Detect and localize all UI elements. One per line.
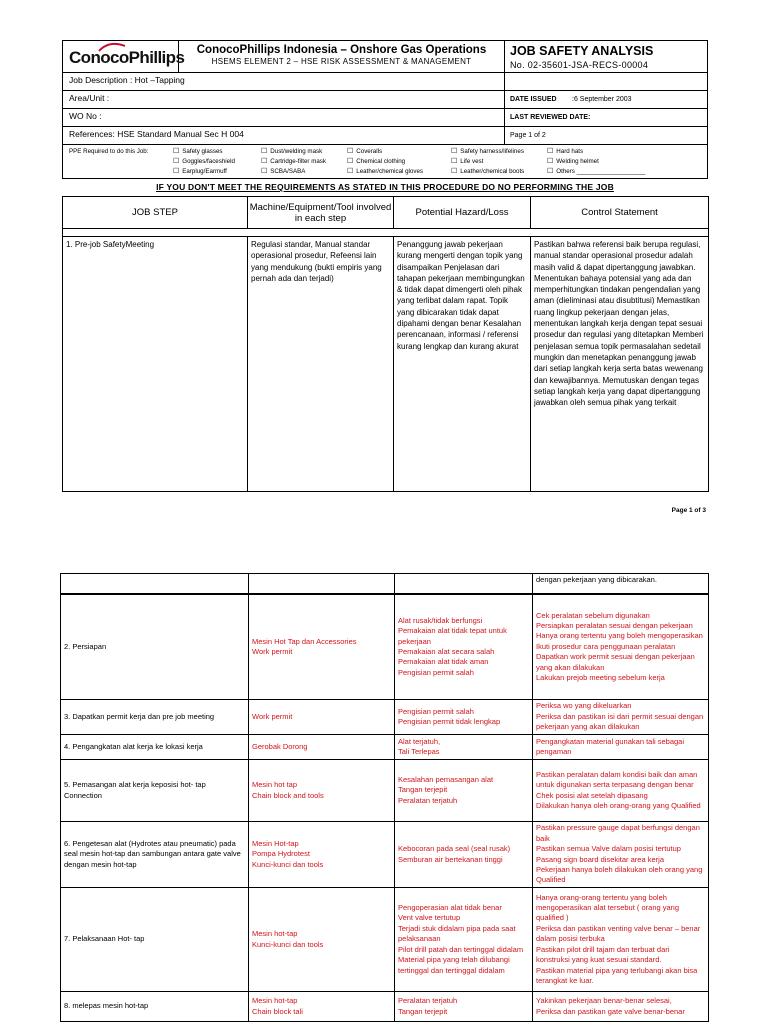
control-cell-line: Pastikan material pipa yang terlubangi akan bisa terangkat ke luar. xyxy=(536,965,698,985)
hazard-cell xyxy=(395,822,533,888)
control-cell-line: Cek peralatan sebelum digunakan xyxy=(536,610,650,620)
control-cell-line: Persiapkan peralatan sesuai dengan pekerjaan xyxy=(536,620,693,630)
ppe-checkbox[interactable]: ☐ Welding helmet xyxy=(547,157,667,166)
control-cell-line: Pastikan semua Valve dalam posisi tertutup xyxy=(536,844,681,854)
area-unit: Area/Unit : xyxy=(63,91,505,108)
ppe-checkbox[interactable]: ☐ Hard hats xyxy=(547,147,667,156)
date-issued-label: DATE ISSUED xyxy=(510,96,557,103)
hazard-cell-line: Vent valve tertutup xyxy=(398,913,461,923)
step-cell: 3. Dapatkan permit kerja dan pre job meeting xyxy=(61,700,249,735)
header-control: Control Statement xyxy=(531,197,709,229)
hazard-cell-line: Peralatan terjatuh xyxy=(398,996,458,1006)
hazard-cell xyxy=(395,760,533,822)
control-cell-line: Dilakukan hanya oleh orang-orang yang Qualified xyxy=(536,800,701,810)
equipment-cell-line: Work permit xyxy=(252,647,293,656)
ppe-checkbox[interactable]: ☐ Cartridge-filter mask xyxy=(261,157,347,166)
equipment-cell-line: Kunci-kunci dan tools xyxy=(252,859,324,869)
last-reviewed-label: LAST REVIEWED DATE: xyxy=(510,114,591,121)
date-issued xyxy=(505,91,707,108)
control-cell xyxy=(533,700,709,735)
control-cell-line: Periksa dan pastikan gate valve benar-benar xyxy=(536,1006,685,1016)
control-cell-line: Periksa wo yang dikeluarkan xyxy=(536,701,632,711)
hazard-cell-line: Alat terjatuh, xyxy=(398,736,441,746)
table-row xyxy=(63,237,709,492)
hazard-cell-line: Tangan terjepit xyxy=(398,1006,448,1016)
control-cell-line: Chek posisi alat setelah dipasang xyxy=(536,790,648,800)
control-cell: Pastikan bahwa referensi baik berupa regulasi, manual standar operasional prosedur adalah masih valid & dapat dipertanggung jawabkan. Menentukan bahaya potensial yang ada dan memperhitungkan tindakan pengendalian yang aman (dieliminasi atau disubtitusi) Memastikan ruang lingkup pekerjaan dengan jelas, menentukan langkah kerja dengan tepat sesuai prosedur dan regulasi yang ditetapkan Memberi penjelasan semua topik permasalahan sedetail mungkin dan menetapkan penanggung jawab dari setiap langkah kerja serta batas wewenang dan kewajibannya. Memutuskan dengan tegas setiap langkah kerja yang dapat dipertanggung jawabkan oleh semua pihak yang terkait xyxy=(531,237,709,492)
equipment-cell-line: Chain block tali xyxy=(252,1006,303,1016)
equipment-cell: Regulasi standar, Manual standar operasional prosedur, Refeensi lain yang mendukung (bukti empiris yang pernah ada dan terjadi) xyxy=(248,237,394,492)
ppe-section xyxy=(62,144,708,179)
equipment-cell xyxy=(249,735,395,760)
equipment-cell-line: Mesin Hot-tap xyxy=(252,838,299,848)
document-header xyxy=(62,40,708,72)
logo-text: ConocoPhillips xyxy=(69,48,185,67)
jsa-page-1 xyxy=(62,40,708,492)
hazard-cell-line: Material pipa yang telah dilubangi tertinggal dan tertinggal didalam xyxy=(398,955,510,975)
ppe-checkbox[interactable]: ☐ Leather/chemical gloves xyxy=(347,167,451,176)
hazard-cell xyxy=(395,735,533,760)
ppe-checkbox[interactable]: ☐ Earplug/Earmuff xyxy=(173,167,261,176)
control-cell-line: Periksa dan pastikan isi dari permit sesuai dengan pekerjaan yang akan dilakukan xyxy=(536,711,704,732)
hazard-cell-line: Kebocoran pada seal (seal rusak) xyxy=(398,844,511,854)
hazard-cell xyxy=(395,888,533,992)
step-cell: 8. melepas mesin hot-tap xyxy=(61,992,249,1022)
doc-id-block xyxy=(505,41,707,72)
equipment-cell xyxy=(249,888,395,992)
step-cell: 1. Pre-job SafetyMeeting xyxy=(63,237,248,492)
step-cell: 2. Persiapan xyxy=(61,595,249,700)
ppe-checkbox[interactable]: ☐ Leather/chemical boots xyxy=(451,167,547,176)
equipment-cell-line: Mesin hot tap xyxy=(252,780,298,790)
company-name: ConocoPhillips Indonesia – Onshore Gas Operations xyxy=(196,44,487,56)
ppe-checkbox[interactable]: ☐ Life vest xyxy=(451,157,547,166)
equipment-cell-line: Kunci-kunci dan tools xyxy=(252,939,324,949)
ppe-checkbox[interactable]: ☐ Safety glasses xyxy=(173,147,261,156)
equipment-cell xyxy=(249,822,395,888)
hazard-cell-line: Pengisian permit tidak lengkap xyxy=(398,717,501,726)
equipment-cell xyxy=(249,595,395,700)
table-row xyxy=(61,760,709,822)
control-cell xyxy=(533,888,709,992)
logo-swoosh-icon xyxy=(97,42,127,52)
control-cell-line: Yakinkan pekerjaan benar-benar selesai, xyxy=(536,996,672,1006)
step-cell: 4. Pengangkatan alat kerja ke lokasi kerja xyxy=(61,735,249,760)
requirement-warning: IF YOU DON'T MEET THE REQUIREMENTS AS STATED IN THIS PROCEDURE DO NO PERFORMING THE JOB xyxy=(156,182,614,192)
hazard-cell-line: Pemakaian alat tidak aman xyxy=(398,657,489,667)
info-row-references xyxy=(62,126,708,144)
carryover-text: dengan pekerjaan yang dibicarakan. xyxy=(533,574,709,594)
table-row xyxy=(61,822,709,888)
page-count: Page 1 of 2 xyxy=(510,132,546,139)
hazard-cell-line: Pengisian permit salah xyxy=(398,667,474,677)
control-cell-line: Pengangkatan material gunakan tali sebagai pengaman xyxy=(536,736,685,756)
jsa-table xyxy=(62,196,709,492)
equipment-cell xyxy=(249,700,395,735)
hazard-cell-line: Tangan terjepit xyxy=(398,785,448,795)
ppe-checkbox[interactable]: ☐ Dust/welding mask xyxy=(261,147,347,156)
equipment-cell-line: Gerobak Dorong xyxy=(252,741,308,751)
hazard-cell-line: Pengisian permit salah xyxy=(398,706,474,716)
control-cell-line: Pastikan peralatan dalam kondisi baik dan aman untuk digunakan serta terpasang dengan benar xyxy=(536,769,698,790)
ppe-label: PPE Required to do this Job: xyxy=(69,148,149,155)
hazard-cell-line: Pemakaian alat secara salah xyxy=(398,647,495,656)
doc-title: JOB SAFETY ANALYSIS xyxy=(510,44,654,58)
jsa-table-continued xyxy=(60,573,709,594)
control-cell-line: Hanya orang tertentu yang boleh mengoperasikan xyxy=(536,631,703,641)
hazard-cell-line: Pengoperasian alat tidak benar xyxy=(398,903,502,913)
last-reviewed xyxy=(505,109,707,126)
references: References: HSE Standard Manual Sec H 004 xyxy=(63,127,505,144)
equipment-cell-line: Work permit xyxy=(252,711,293,721)
hazard-cell-line: Tali Terlepas xyxy=(398,747,440,756)
step-cell: 7. Pelaksanaan Hot- tap xyxy=(61,888,249,992)
page-footer: Page 1 of 3 xyxy=(671,507,706,514)
table-row xyxy=(61,735,709,760)
table-header-row xyxy=(63,197,709,229)
hazard-cell: Penanggung jawab pekerjaan kurang mengerti dengan topik yang disampaikan Penjelasan dari tahapan pekerjaan membingungkan & tidak dapat dimengerti oleh pihak yang terlibat dalam rapat. Topik yang dibicarakan tidak dapat dipahami dengan benar Kesalahan perencanaan, informasi / referensi kurang lengkap dan kurang akurat xyxy=(394,237,531,492)
control-cell-line: Hanya orang-orang tertentu yang boleh mengoperasikan alat tersebut ( orang yang qualified ) xyxy=(536,892,680,923)
control-cell-line: Pekerjaan hanya boleh dilakukan oleh orang yang Qualified xyxy=(536,864,703,885)
table-row xyxy=(61,992,709,1022)
hazard-cell-line: Peralatan terjatuh xyxy=(398,795,458,805)
equipment-cell-line: Pompa Hydrotest xyxy=(252,849,310,859)
control-cell xyxy=(533,822,709,888)
ppe-checkbox[interactable]: ☐ Safety harness/lifelines xyxy=(451,147,547,156)
info-row-wo xyxy=(62,108,708,126)
company-logo xyxy=(63,41,185,72)
equipment-cell-line: Mesin Hot Tap dan Accessories xyxy=(252,636,357,646)
equipment-cell-line: Mesin hot-tap xyxy=(252,996,298,1006)
header-hazard: Potential Hazard/Loss xyxy=(394,197,531,229)
control-cell-line: Pastikan pressure gauge dapat berfungsi dengan baik xyxy=(536,823,700,843)
control-cell-line: Dapatkan work permit sesuai dengan pekerjaan yang akan dilakukan xyxy=(536,652,695,672)
company-title-block xyxy=(179,41,505,72)
ppe-checkbox[interactable]: ☐ Coveralls xyxy=(347,147,451,156)
info-row-area xyxy=(62,90,708,108)
step-cell: 5. Pemasangan alat kerja keposisi hot- tap Connection xyxy=(61,760,249,822)
control-cell xyxy=(533,735,709,760)
hazard-cell-line: Pemakaian alat tidak tepat untuk pekerjaan xyxy=(398,626,507,646)
equipment-cell-line: Chain block and tools xyxy=(252,790,324,800)
blank-right xyxy=(505,73,707,90)
equipment-cell-line: Mesin hot-tap xyxy=(252,929,298,939)
ppe-checkbox[interactable]: ☐ SCBA/SABA xyxy=(261,167,347,176)
header-job-step: JOB STEP xyxy=(63,197,248,229)
equipment-cell xyxy=(249,760,395,822)
hazard-cell-line: Semburan air bertekanan tinggi xyxy=(398,854,503,864)
hazard-cell xyxy=(395,992,533,1022)
ppe-checkbox[interactable]: ☐ Others ____________________ xyxy=(547,167,667,176)
control-cell-line: Pastikan pilot drill tajam dan terbuat dari konstruksi yang kuat sesuai standard. xyxy=(536,944,670,965)
info-row-job xyxy=(62,72,708,90)
control-cell-line: Pasang sign board disekitar area kerja xyxy=(536,854,664,864)
control-cell xyxy=(533,595,709,700)
table-row xyxy=(61,595,709,700)
control-cell-line: Lakukan prejob meeting sebelum kerja xyxy=(536,673,665,683)
ppe-checklist xyxy=(173,147,701,176)
hazard-cell-line: Alat rusak/tidak berfungsi xyxy=(398,615,483,625)
hazard-cell-line: Pilot drill patah dan tertinggal didalam xyxy=(398,944,524,954)
jsa-page-2 xyxy=(60,573,708,1022)
equipment-cell xyxy=(249,992,395,1022)
hazard-cell xyxy=(395,595,533,700)
doc-number: No. 02-35601-JSA-RECS-00004 xyxy=(510,60,649,70)
step-cell: 6. Pengetesan alat (Hydrotes atau pneumatic) pada seal mesin hot-tap dan sambungan antara gate valve dengan mesin hot-tap xyxy=(61,822,249,888)
ppe-checkbox[interactable]: ☐ Chemical clothing xyxy=(347,157,451,166)
jsa-steps-table xyxy=(60,594,709,1022)
header-equipment: Machine/Equipment/Tool involved in each step xyxy=(248,197,394,229)
control-cell-line: Ikuti prosedur cara penggunaan peralatan xyxy=(536,641,676,651)
ppe-checkbox[interactable]: ☐ Goggles/faceshield xyxy=(173,157,261,166)
job-description: Job Description : Hot –Tapping xyxy=(63,73,505,90)
table-row-carryover xyxy=(61,574,709,594)
table-row xyxy=(61,888,709,992)
wo-no: WO No : xyxy=(63,109,505,126)
hazard-cell-line: Kesalahan pemasangan alat xyxy=(398,774,494,784)
table-row xyxy=(61,700,709,735)
control-cell xyxy=(533,760,709,822)
date-issued-value: :6 September 2003 xyxy=(572,96,632,103)
hazard-cell-line: Terjadi stuk didalam pipa pada saat pelaksanaan xyxy=(398,923,516,944)
hsems-element: HSEMS ELEMENT 2 – HSE RISK ASSESSMENT & MANAGEMENT xyxy=(211,57,472,66)
hazard-cell xyxy=(395,700,533,735)
control-cell xyxy=(533,992,709,1022)
control-cell-line: Periksa dan pastikan venting valve benar – benar dalam posisi terbuka xyxy=(536,923,701,944)
